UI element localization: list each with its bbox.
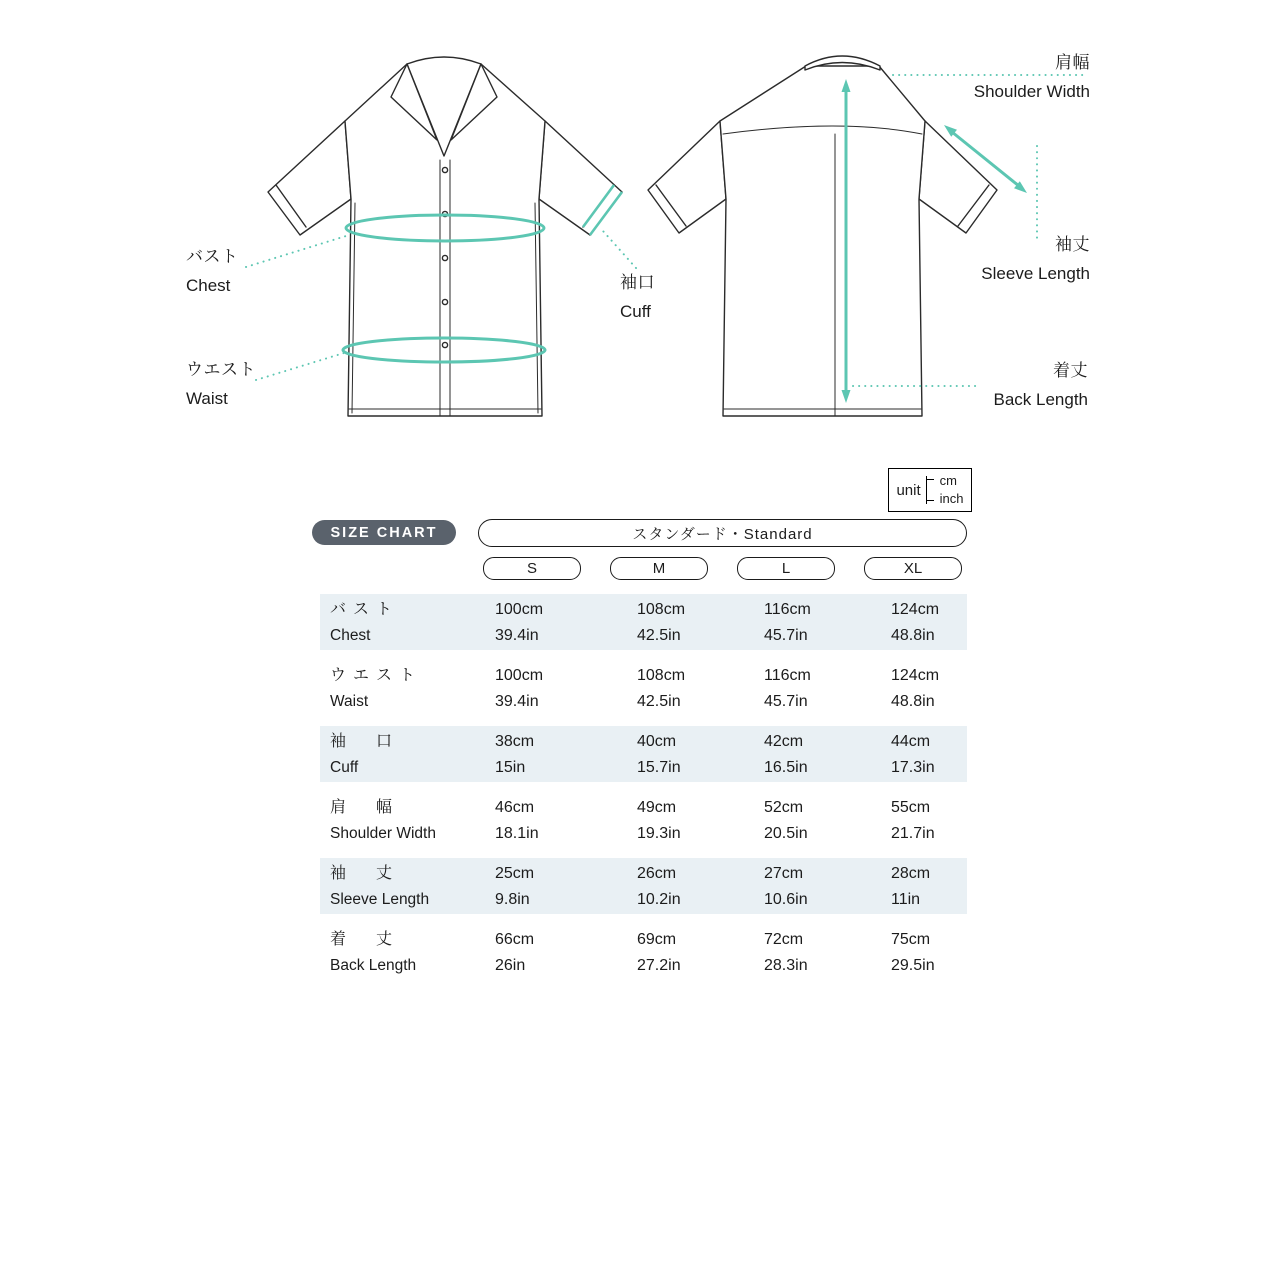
cell-l: 52cm 20.5in: [764, 799, 808, 842]
cell-xl: 124cm 48.8in: [891, 667, 940, 710]
size-pill-m: M: [610, 557, 708, 580]
cell-xl: 124cm 48.8in: [891, 601, 940, 644]
cell-s: 38cm 15in: [495, 733, 535, 776]
sleeve-length-label: [981, 230, 1090, 288]
chest-leader: [246, 236, 346, 267]
cell-l: 116cm 45.7in: [764, 601, 811, 644]
cell-l: 27cm 10.6in: [764, 865, 808, 908]
cell-s: 100cm 39.4in: [495, 667, 544, 710]
cuff-label-ja: 袖口: [620, 273, 655, 292]
unit-cm: cm: [939, 473, 957, 488]
cell-s: 100cm 39.4in: [495, 601, 544, 644]
table-row-chest: [320, 594, 967, 650]
fit-type-pill: スタンダード・Standard: [478, 519, 967, 547]
size-pill-s: S: [483, 557, 581, 580]
cell-s: 25cm 9.8in: [495, 865, 535, 908]
back-shirt-drawing: [648, 56, 997, 416]
unit-inch: inch: [939, 491, 964, 506]
waist-label-en: Waist: [186, 389, 228, 408]
chest-label-en: Chest: [186, 276, 231, 295]
back-length-label-en: Back Length: [993, 390, 1088, 409]
cell-xl: 75cm 29.5in: [891, 931, 935, 974]
waist-leader: [256, 353, 344, 380]
cell-l: 116cm 45.7in: [764, 667, 811, 710]
cell-m: 69cm 27.2in: [637, 931, 681, 974]
cell-l: 72cm 28.3in: [764, 931, 808, 974]
shoulder-width-label-en: Shoulder Width: [973, 82, 1090, 101]
cuff-leader: [603, 231, 636, 268]
garment-diagram: [0, 0, 1280, 460]
cell-m: 108cm 42.5in: [637, 667, 686, 710]
table-row-back-length: [320, 924, 967, 980]
row-label: 着 丈 Back Length: [330, 931, 417, 974]
cell-m: 40cm 15.7in: [637, 733, 681, 776]
back-length-label: [993, 356, 1088, 414]
row-label: 袖 口 Cuff: [330, 733, 400, 776]
waist-label: [186, 355, 256, 413]
chest-label: [186, 242, 239, 300]
cell-m: 26cm 10.2in: [637, 865, 681, 908]
cell-xl: 44cm 17.3in: [891, 733, 935, 776]
table-row-waist: [320, 660, 967, 716]
sleeve-length-label-en: Sleeve Length: [981, 264, 1090, 283]
waist-label-ja: ウエスト: [186, 360, 256, 379]
unit-label: unit: [896, 481, 921, 499]
row-label: 肩 幅 Shoulder Width: [330, 799, 436, 842]
cell-m: 49cm 19.3in: [637, 799, 681, 842]
table-row-sleeve-length: [320, 858, 967, 914]
shoulder-width-label-ja: 肩幅: [1055, 53, 1090, 72]
shoulder-width-label: [974, 48, 1090, 106]
cell-xl: 28cm 11in: [891, 865, 931, 908]
row-label: バスト Chest: [330, 601, 400, 644]
table-row-shoulder-width: [320, 792, 967, 848]
back-length-label-ja: 着丈: [1053, 361, 1088, 380]
cuff-label: [620, 268, 655, 326]
sleeve-length-label-ja: 袖丈: [1055, 235, 1090, 254]
size-pill-l: L: [737, 557, 835, 580]
cell-m: 108cm 42.5in: [637, 601, 686, 644]
unit-bracket-icon: [926, 476, 935, 504]
unit-values: [940, 473, 964, 507]
cell-xl: 55cm 21.7in: [891, 799, 935, 842]
cell-l: 42cm 16.5in: [764, 733, 808, 776]
cell-s: 66cm 26in: [495, 931, 535, 974]
size-pill-xl: XL: [864, 557, 962, 580]
table-row-cuff: [320, 726, 967, 782]
cell-s: 46cm 18.1in: [495, 799, 539, 842]
cuff-label-en: Cuff: [620, 302, 651, 321]
row-label: ウエスト Waist: [330, 667, 423, 710]
chest-label-ja: バスト: [186, 247, 239, 266]
size-chart-title-pill: SIZE CHART: [312, 520, 456, 545]
row-label: 袖 丈 Sleeve Length: [330, 865, 430, 908]
unit-box: [888, 468, 972, 512]
